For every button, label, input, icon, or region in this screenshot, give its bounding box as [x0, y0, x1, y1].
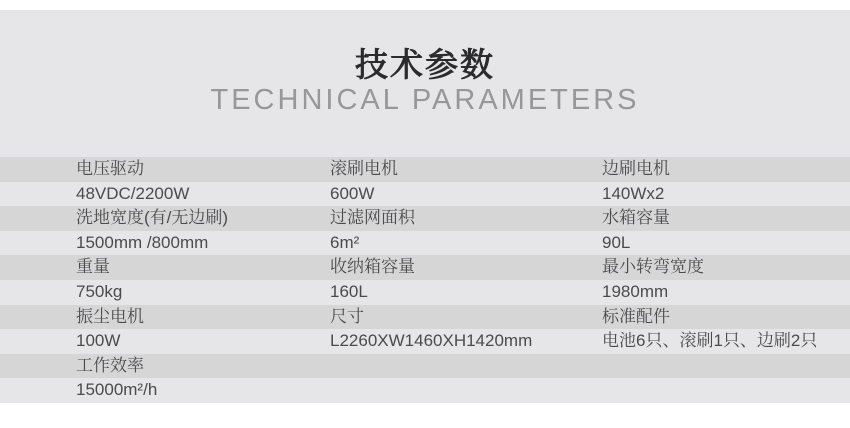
spec-value: 48VDC/2200W [76, 183, 190, 203]
spec-table [0, 157, 850, 403]
spec-row-labels-3 [0, 255, 850, 280]
spec-row-labels-1 [0, 157, 850, 182]
spec-value: 90L [602, 232, 631, 252]
spec-value: 100W [76, 331, 121, 351]
spec-row-labels-2 [0, 206, 850, 231]
spec-value: 140Wx2 [602, 183, 665, 203]
spec-label: 过滤网面积 [330, 208, 415, 228]
spec-label: 边刷电机 [602, 159, 670, 178]
spec-value: 750kg [76, 281, 123, 301]
spec-row-values-1 [0, 182, 850, 207]
spec-label: 电压驱动 [76, 159, 144, 178]
spec-label: 滚刷电机 [330, 159, 398, 178]
spec-row-values-2 [0, 231, 850, 256]
spec-label: 洗地宽度(有/无边刷) [76, 208, 229, 228]
spec-row-values-5 [0, 378, 850, 403]
spec-label: 标准配件 [602, 306, 670, 326]
spec-label: 尺寸 [330, 306, 364, 326]
spec-row-values-3 [0, 280, 850, 305]
spec-value: 6m² [330, 232, 360, 252]
spec-label: 振尘电机 [76, 306, 144, 326]
spec-row-labels-5 [0, 354, 850, 379]
spec-label: 工作效率 [76, 355, 144, 375]
spec-label: 水箱容量 [602, 208, 670, 228]
spec-value: 600W [330, 183, 375, 203]
spec-value: 1980mm [602, 281, 669, 301]
spec-value: 1500mm /800mm [76, 232, 209, 252]
spec-value: 电池6只、滚刷1只、边刷2只 [602, 331, 818, 351]
spec-label: 最小转弯宽度 [602, 257, 704, 277]
spec-value: 15000m²/h [76, 380, 158, 400]
spec-value: 160L [330, 281, 368, 301]
spec-label: 收纳箱容量 [330, 257, 415, 277]
spec-label: 重量 [76, 257, 110, 277]
spec-row-labels-4 [0, 305, 850, 330]
spec-row-values-4 [0, 329, 850, 354]
spec-value: L2260XW1460XH1420mm [330, 331, 533, 351]
page-subtitle: TECHNICAL PARAMETERS [210, 84, 640, 116]
page-title: 技术参数 [355, 46, 495, 83]
